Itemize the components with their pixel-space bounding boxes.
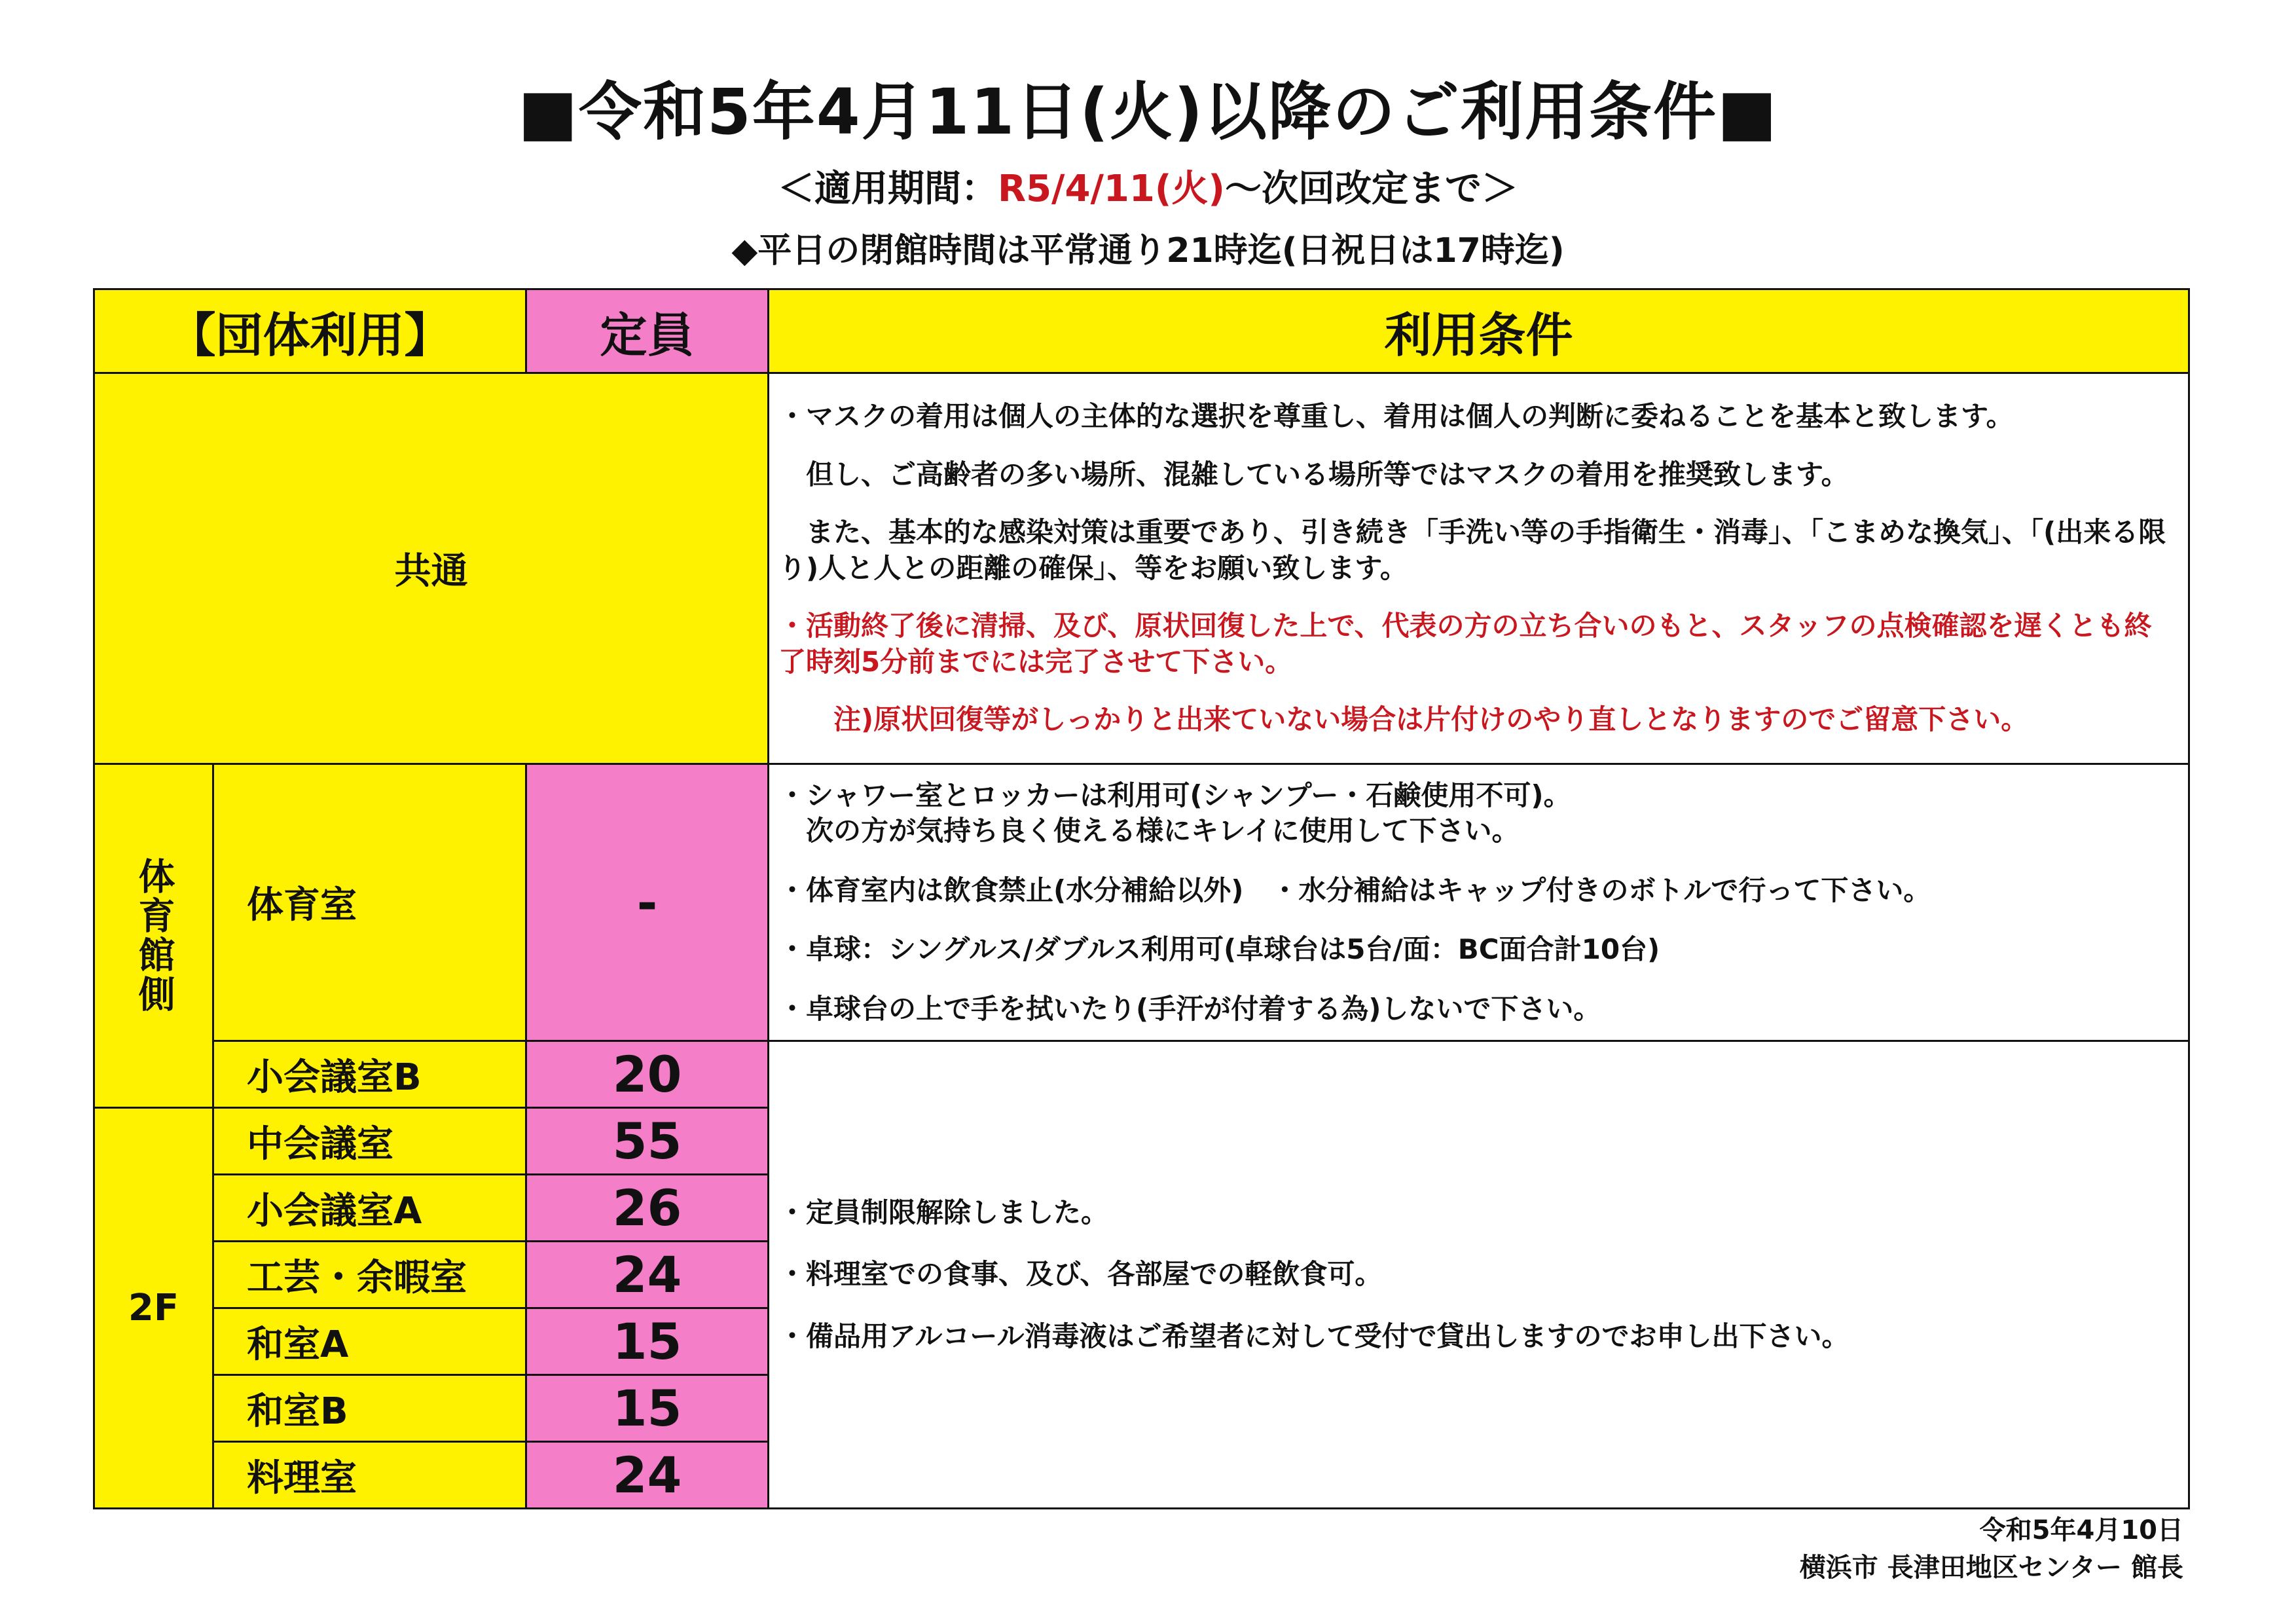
gym-side-label-cell (94, 764, 213, 1108)
period-prefix: ＜適用期間： (777, 168, 998, 210)
header-group: 【団体利用】 (94, 289, 526, 373)
page-title: ■令和5年4月11日(火)以降のご利用条件■ (518, 75, 1778, 149)
room-gym: 体育室 (213, 764, 526, 1041)
capacity-small-meeting-b: 20 (526, 1041, 769, 1108)
capacity-small-meeting-a: 26 (526, 1175, 769, 1242)
floor2-line: ・備品用アルコール消毒液はご希望者に対して受付で貸出しますのでお申し出下さい。 (778, 1320, 1850, 1352)
capacity-washitsu-a: 15 (526, 1308, 769, 1375)
common-line: 但し、ご高齢者の多い場所、混雑している場所等ではマスクの着用を推奨致します。 (778, 458, 1849, 490)
common-red-line: 注)原状回復等がしっかりと出来ていない場合は片付けのやり直しとなりますのでご留意下さい。 (778, 703, 2029, 736)
gym-line: ・シャワー室とロッカーは利用可(シャンプー・石鹸使用不可)。 (778, 779, 1571, 811)
floor2-conditions (769, 1041, 2189, 1509)
common-label: 共通 (94, 373, 769, 764)
usage-conditions-table (93, 288, 2190, 1509)
room-small-meeting-a: 小会議室A (213, 1175, 526, 1242)
closing-hours-note: ◆平日の閉館時間は平常通り21時迄(日祝日は17時迄) (731, 231, 1565, 270)
capacity-gym: - (526, 764, 769, 1041)
common-conditions (769, 373, 2189, 764)
room-craft-leisure: 工芸・余暇室 (213, 1242, 526, 1308)
header-conditions: 利用条件 (769, 289, 2189, 373)
room-washitsu-b: 和室B (213, 1375, 526, 1442)
gym-line: ・卓球台の上で手を拭いたり(手汗が付着する為)しないで下さい。 (778, 992, 1601, 1025)
room-medium-meeting: 中会議室 (213, 1108, 526, 1175)
common-line: ・マスクの着用は個人の主体的な選択を尊重し、着用は個人の判断に委ねることを基本と致します。 (778, 399, 2014, 432)
capacity-craft-leisure: 24 (526, 1242, 769, 1308)
capacity-washitsu-b: 15 (526, 1375, 769, 1442)
gym-side-label: 体育館側 (132, 857, 175, 1014)
footer-issuer: 横浜市 長津田地区センター 館長 (1799, 1553, 2183, 1583)
floor2-line: ・定員制限解除しました。 (778, 1196, 1109, 1228)
common-line: また、基本的な感染対策は重要であり、引き続き「手洗い等の手指衛生・消毒」、「こまめな換気」、「(出来る限り)人と人との距離の確保」、等をお願い致します。 (778, 516, 2166, 584)
header-capacity: 定員 (526, 289, 769, 373)
room-cooking: 料理室 (213, 1442, 526, 1509)
room-washitsu-a: 和室A (213, 1308, 526, 1375)
floor2-line: ・料理室での食事、及び、各部屋での軽飲食可。 (778, 1258, 1383, 1291)
room-small-meeting-b: 小会議室B (213, 1041, 526, 1108)
floor2-label: 2F (94, 1108, 213, 1509)
period-suffix: ～次回改定まで＞ (1225, 168, 1519, 210)
gym-conditions (769, 764, 2189, 1041)
capacity-cooking: 24 (526, 1442, 769, 1509)
application-period (0, 160, 2296, 212)
footer-date: 令和5年4月10日 (1979, 1515, 2183, 1545)
capacity-medium-meeting: 55 (526, 1108, 769, 1175)
gym-line: ・卓球：シングルス/ダブルス利用可(卓球台は5台/面：BC面合計10台) (778, 933, 1660, 966)
gym-line: 次の方が気持ち良く使える様にキレイに使用して下さい。 (778, 815, 1520, 847)
common-red-line: ・活動終了後に清掃、及び、原状回復した上で、代表の方の立ち合いのもと、スタッフの点検確認を遅くとも終了時刻5分前までには完了させて下さい。 (778, 610, 2152, 678)
period-date: R5/4/11(火) (997, 168, 1226, 210)
gym-line: ・体育室内は飲食禁止(水分補給以外) ・水分補給はキャップ付きのボトルで行って下さい。 (778, 874, 1931, 906)
